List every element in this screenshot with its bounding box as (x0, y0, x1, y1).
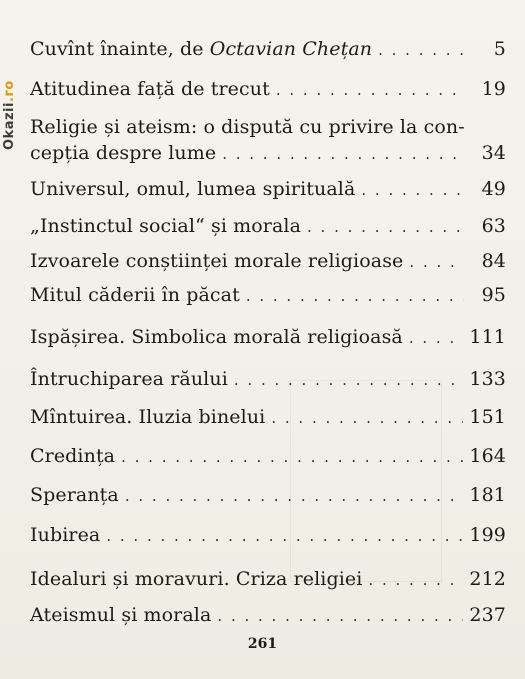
toc-entry-page: 237 (469, 604, 506, 626)
dot-leader (368, 567, 463, 593)
toc-entry-6 (30, 248, 506, 275)
toc-entry-author: Octavian Chețan (209, 38, 373, 60)
toc-entry-3 (30, 114, 506, 167)
toc-entry-title: Cuvînt înainte, de Octavian Chețan (30, 38, 373, 60)
toc-entry-page: 63 (481, 215, 506, 237)
toc-entry-page: 212 (469, 568, 506, 590)
dot-leader (276, 77, 464, 103)
toc-entry-page: 5 (493, 38, 506, 60)
toc-entry-title: Credința (30, 445, 116, 467)
toc-entry-8 (30, 324, 506, 351)
dot-leader (409, 325, 464, 351)
site-watermark (2, 10, 18, 150)
toc-entry-4 (30, 176, 506, 203)
toc-entry-title: Iubirea (30, 524, 101, 546)
toc-entry-page: 95 (481, 284, 506, 306)
toc-entry-1 (30, 36, 506, 63)
dot-leader (271, 405, 463, 431)
dot-leader (234, 367, 464, 393)
toc-entry-10 (30, 404, 506, 431)
dot-leader (217, 603, 463, 629)
toc-entry-page: 34 (481, 142, 506, 164)
dot-leader (361, 177, 464, 203)
toc-entry-title-line1: Religie și ateism: o dispută cu privire la con- (30, 116, 465, 138)
dot-leader (121, 444, 463, 470)
toc-entry-page: 133 (469, 368, 506, 390)
dot-leader (246, 283, 464, 309)
toc-entry-title: Izvoarele conștiinței morale religioase (30, 250, 404, 272)
toc-entry-14 (30, 566, 506, 593)
toc-entry-title: „Instinctul social“ și morala (30, 215, 302, 237)
toc-entry-13 (30, 522, 506, 549)
toc-entry-page: 111 (469, 326, 506, 348)
toc-entry-7 (30, 282, 506, 309)
toc-entry-page: 84 (481, 250, 506, 272)
toc-entry-title: Atitudinea față de trecut (30, 78, 270, 100)
toc-entry-page: 49 (481, 178, 506, 200)
toc-entry-title: Ateismul și morala (30, 604, 212, 626)
dot-leader (378, 37, 464, 63)
dot-leader (307, 214, 464, 240)
toc-entry-page: 19 (481, 78, 506, 100)
page-number: 261 (247, 636, 278, 652)
toc-entry-11 (30, 443, 506, 470)
toc-entry-title: Mitul căderii în păcat (30, 284, 240, 306)
dot-leader (106, 523, 463, 549)
toc-entry-page: 181 (469, 484, 506, 506)
watermark-text: Okazii (2, 102, 17, 150)
dot-leader (409, 249, 464, 275)
toc-entry-title: Idealuri și moravuri. Criza religiei (30, 568, 363, 590)
toc-entry-9 (30, 366, 506, 393)
toc-entry-12 (30, 482, 506, 509)
toc-entry-title: Speranța (30, 484, 119, 506)
toc-entry-title: Mîntuirea. Iluzia binelui (30, 406, 266, 428)
toc-entry-title: Ispășirea. Simbolica morală religioasă (30, 326, 403, 348)
toc-entry-title: cepția despre lume (30, 142, 217, 164)
watermark-suffix: .ro (2, 80, 17, 103)
dot-leader (125, 483, 464, 509)
toc-entry-page: 199 (469, 524, 506, 546)
toc-entry-15 (30, 602, 506, 629)
toc-entry-title: Întruchiparea răului (30, 368, 228, 390)
toc-entry-title: Universul, omul, lumea spirituală (30, 178, 356, 200)
toc-entry-2 (30, 76, 506, 103)
dot-leader (222, 141, 464, 167)
toc-entry-page: 151 (469, 406, 506, 428)
toc-entry-page: 164 (469, 445, 506, 467)
toc-entry-5 (30, 213, 506, 240)
